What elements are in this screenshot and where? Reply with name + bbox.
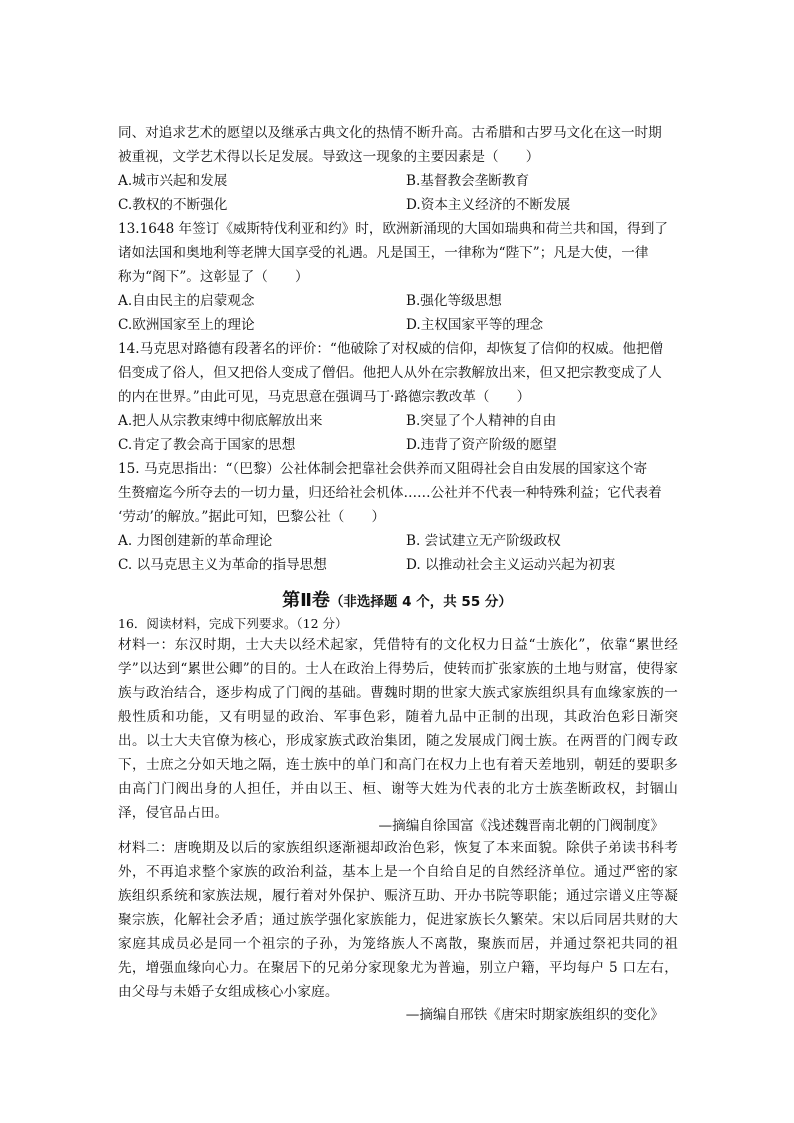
q14-stem-line-2: 侣变成了俗人，但又把俗人变成了僧侣。他把人从外在宗教解放出来，但又把宗教变成了人 — [118, 365, 662, 381]
q15-option-d: D. 以推动社会主义运动兴起为初衷 — [406, 557, 616, 573]
q13-option-b: B.强化等级思想 — [406, 293, 502, 309]
q16-material-2: 材料二：唐晚期及以后的家族组织逐渐褪却政治色彩，恢复了本来面貌。除供子弟读书科考外，不再追求整个家族的政治利益，基本上是一个自给自足的自然经济单位。通过严密的家族组织系统和家族法规，履行着对外保护、赈济互助、开办书院等职能；通过宗谱义庄等凝聚宗族，化解社会矛盾；通过族学强化家族能力，促进家族长久繁荣。宋以后同居共财的大家庭其成员必是同一个祖宗的子孙，为笼络族人不离散，聚族而居，并通过祭祀共同的祖先，增强血缘向心力。在聚居下的兄弟分家现象尤为普遍，别立户籍，平均每户 5 口左右，由父母与未婚子女组成核心小家庭。 — [118, 840, 678, 1000]
q12-stem-line-2: 被重视，文学艺术得以长足发展。导致这一现象的主要因素是（ ） — [118, 149, 540, 165]
section-subtitle: （非选择题 4 个，共 55 分） — [329, 594, 512, 610]
q12-option-c: C.教权的不断强化 — [118, 197, 228, 213]
q15-stem-line-2: 生赘瘤迄今所夺去的一切力量，归还给社会机体……公社并不代表一种特殊利益；它代表着 — [118, 485, 662, 501]
q15-stem-line-3: ‘劳动’的解放。”据此可知，巴黎公社（ ） — [118, 509, 386, 525]
q14-option-c: C.肯定了教会高于国家的思想 — [118, 437, 296, 453]
q13-stem-line-3: 称为“阁下”。这彰显了（ ） — [118, 269, 309, 285]
q15-option-b: B. 尝试建立无产阶级政权 — [406, 533, 561, 549]
q14-option-d: D.违背了资产阶级的愿望 — [406, 437, 557, 453]
q15-option-c: C. 以马克思主义为革命的指导思想 — [118, 557, 327, 573]
q12-option-d: D.资本主义经济的不断发展 — [406, 197, 571, 213]
q16-material-1: 材料一：东汉时期，士大夫以经术起家，凭借特有的文化权力日益“士族化”，依靠“累世经学”以达到“累世公卿”的目的。士人在政治上得势后，使转而扩张家族的土地与财富，使得家族与政治结合，逐步构成了门阀的基础。曹魏时期的世家大族式家族组织具有血缘家族的一般性质和功能，又有明显的政治、军事色彩，随着九品中正制的出现，其政治色彩日渐突出。以士大夫官僚为核心，形成家族式政治集团，随之发展成门阀士族。在两晋的门阀专政下，士庶之分如天地之隔，连士族中的单门和高门在权力上也有着天差地别，朝廷的要职多由高门门阀出身的人担任，并由以王、桓、谢等大姓为代表的北方士族垄断政权，封锢山泽，侵官品占田。 — [118, 637, 678, 821]
q16-source-2: —摘编自邢铁《唐宋时期家族组织的变化》 — [405, 1007, 664, 1023]
q12-option-a: A.城市兴起和发展 — [118, 173, 228, 189]
q12-stem-line-1: 同、对追求艺术的愿望以及继承古典文化的热情不断升高。古希腊和古罗马文化在这一时期 — [118, 125, 662, 141]
q14-option-b: B.突显了个人精神的自由 — [406, 413, 557, 429]
q12-option-b: B.基督教会垄断教育 — [406, 173, 530, 189]
q16-prompt: 16．阅读材料，完成下列要求。（12 分） — [118, 616, 348, 631]
q15-stem-line-1: 15. 马克思指出：“（巴黎）公社体制会把靠社会供养而又阻碍社会自由发展的国家这个寄 — [118, 461, 648, 477]
q13-stem-line-1: 13.1648 年签订《威斯特伐利亚和约》时，欧洲新涌现的大国如瑞典和荷兰共和国，得到了 — [118, 221, 668, 237]
q13-option-c: C.欧洲国家至上的理论 — [118, 317, 255, 333]
section-title: 第Ⅱ卷 — [282, 590, 330, 611]
section-heading — [0, 586, 794, 612]
q16-source-1: —摘编自徐国富《浅述魏晋南北朝的门阀制度》 — [378, 818, 664, 834]
q13-option-a: A.自由民主的启蒙观念 — [118, 293, 255, 309]
q15-option-a: A. 力图创建新的革命理论 — [118, 533, 273, 549]
q13-stem-line-2: 诸如法国和奥地利等老牌大国享受的礼遇。凡是国王，一律称为“陛下”；凡是大使，一律 — [118, 245, 649, 261]
q14-stem-line-3: 的内在世界。”由此可见，马克思意在强调马丁·路德宗教改革（ ） — [118, 389, 531, 405]
q14-stem-line-1: 14.马克思对路德有段著名的评价：“他破除了对权威的信仰，却恢复了信仰的权威。他把僧 — [118, 341, 664, 357]
q13-option-d: D.主权国家平等的理念 — [406, 317, 544, 333]
q14-option-a: A.把人从宗教束缚中彻底解放出来 — [118, 413, 323, 429]
